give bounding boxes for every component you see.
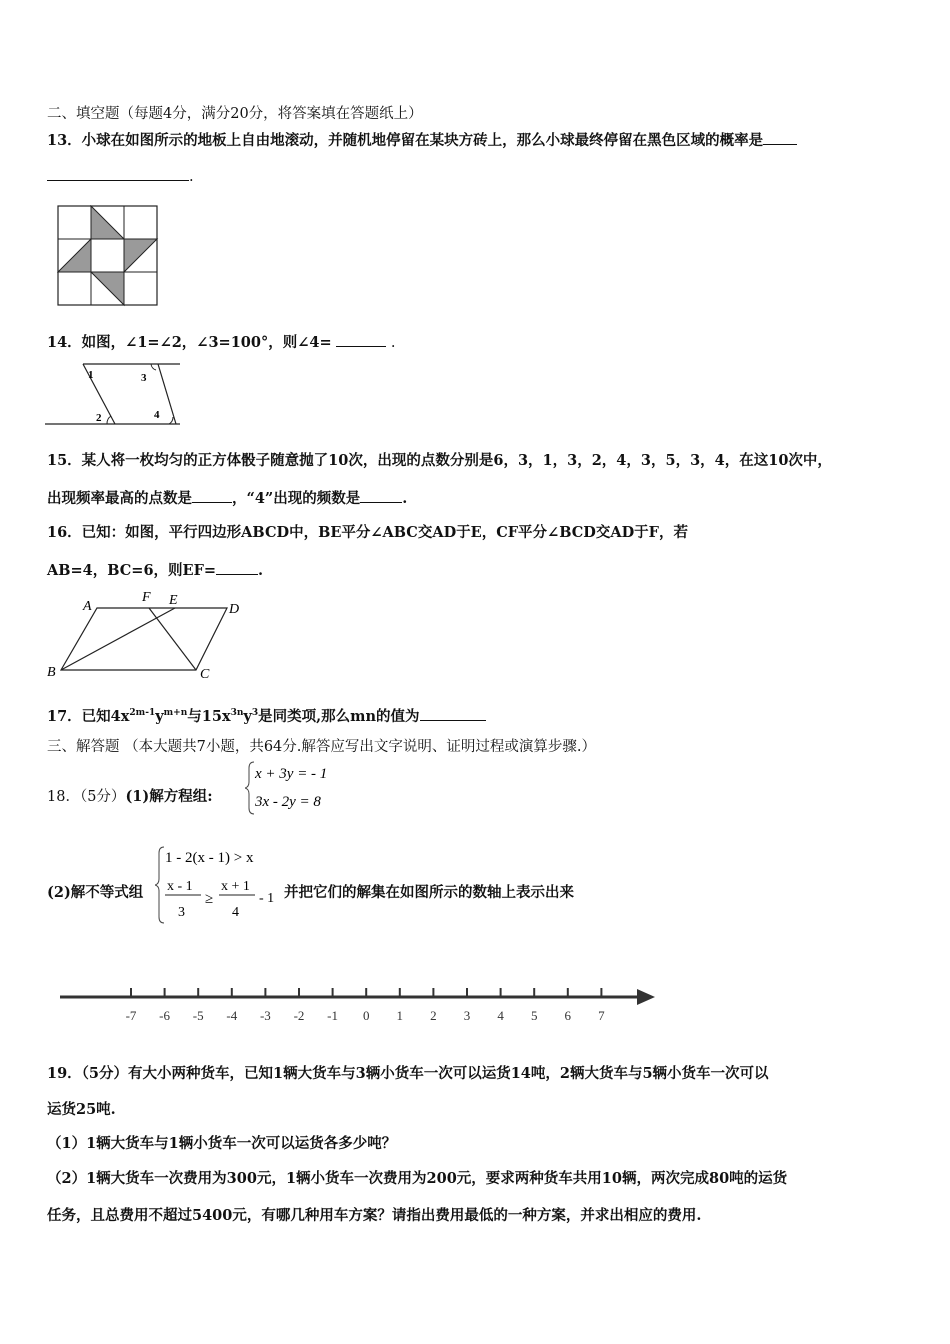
q16-label-D: D (229, 602, 240, 617)
q14-figure (45, 360, 180, 428)
floor-border (58, 206, 157, 305)
number-line-tick-label: -5 (192, 1008, 204, 1023)
q18-inequality-system (155, 845, 285, 925)
q16-label-C: C (200, 667, 210, 680)
q19-subquestion-2-cont: 任务，且总费用不超过5400元，有哪几种用车方案？请指出费用最低的一种方案，并求出相应的费用. (47, 1207, 702, 1224)
number-line-tick-label: 7 (598, 1008, 605, 1023)
number-line-tick-label: -2 (293, 1008, 305, 1023)
q16-end: . (258, 562, 264, 579)
q18-system-brace (245, 762, 254, 814)
q19-line2: 运货25吨. (47, 1101, 116, 1118)
q19-subquestion-1: （1）1辆大货车与1辆小货车一次可以运货各多少吨？ (47, 1135, 397, 1152)
number-line-arrow (637, 989, 655, 1005)
q15-line2-a: 出现频率最高的点数是 (47, 490, 192, 507)
q14-angle2-arc (107, 416, 111, 424)
q18-part1-label: (1)解方程组: (125, 788, 213, 805)
q15-end: . (402, 490, 408, 507)
q13-blank-part1 (763, 130, 797, 145)
q18-fraction1-denominator: 3 (178, 905, 185, 920)
q14-text (47, 332, 395, 353)
number-line-tick-label: -1 (327, 1008, 339, 1023)
q17-sup-1: 2m-1 (129, 708, 156, 718)
number-line-tick-label: 4 (497, 1008, 504, 1023)
q15-line1: 15．某人将一枚均匀的正方体骰子随意抛了10次，出现的点数分别是6，3，1，3，2，4，3，5，3，4，在这10次中， (47, 452, 832, 469)
q18-equation-1: x + 3y = - 1 (255, 766, 328, 782)
q15-blank-1 (192, 488, 232, 503)
q15-line2-b: ，“4”出现的频数是 (232, 490, 361, 507)
q18-inequality-brace (155, 847, 164, 923)
q16-parallelogram (61, 608, 227, 670)
q18-part2-tail: 并把它们的解集在如图所示的数轴上表示出来 (284, 884, 574, 901)
q18-part2-label: (2)解不等式组 (47, 884, 144, 901)
q14-end: . (390, 335, 396, 351)
q18-equation-2: 3x - 2y = 8 (255, 794, 321, 810)
q13-floor-figure (57, 205, 159, 307)
q17-text (47, 703, 486, 727)
q17-part-d: y (243, 707, 252, 725)
q17-sup-4: 3 (251, 708, 259, 718)
q14-angle3-arc (151, 364, 156, 370)
q17-sup-2: m+n (163, 708, 188, 718)
q13-text (47, 130, 797, 151)
q16-line2 (47, 560, 263, 581)
section2-heading: 二、填空题（每题4分，满分20分，将答案填在答题纸上） (47, 106, 423, 122)
q15-blank-2 (360, 488, 402, 503)
q19-line1: 19．（5分）有大小两种货车，已知1辆大货车与3辆小货车一次可以运货14吨，2辆大货车与5辆小货车一次可以 (47, 1065, 769, 1082)
section3-heading: 三、解答题 （本大题共7小题，共64分.解答应写出文字说明、证明过程或演算步骤.） (47, 739, 597, 755)
number-line-tick-label: 3 (463, 1008, 471, 1023)
q14-label-3: 3 (141, 372, 147, 384)
number-line-tick-label: 5 (530, 1008, 538, 1023)
q18-inequality-1: 1 - 2(x - 1) > x (165, 850, 254, 866)
q14-label-2: 2 (96, 412, 102, 424)
q18-prefix: 18．（5分） (47, 789, 126, 805)
q14-question: 14．如图，∠1=∠2，∠3=100°，则∠4= (47, 334, 332, 351)
q18-geq-sign: ≥ (205, 891, 214, 907)
q17-part-b: y (155, 707, 164, 725)
q13-question: 13．小球在如图所示的地板上自由地滚动，并随机地停留在某块方砖上，那么小球最终停留在黑色区域的概率是 (47, 132, 764, 149)
number-line-tick-label: 2 (430, 1008, 437, 1023)
q18-minus-one: - 1 (259, 891, 275, 906)
q14-label-4: 4 (154, 409, 160, 421)
number-line-tick-label: 6 (564, 1008, 572, 1023)
q16-label-A: A (83, 599, 92, 614)
q13-end: . (189, 169, 194, 185)
q18-fraction2-denominator: 4 (232, 905, 239, 920)
q17-blank (420, 706, 486, 721)
q16-segment-CF (149, 608, 196, 670)
q13-text-cont (47, 166, 194, 187)
q18-equation-system (245, 760, 355, 816)
q17-part-e: 是同类项,那么mn的值为 (258, 707, 420, 725)
q14-angle4-arc (169, 417, 173, 424)
q16-line2-text: AB=4，BC=6，则EF= (47, 562, 217, 579)
number-line-tick-label: -3 (259, 1008, 271, 1023)
q16-blank (216, 560, 258, 575)
number-line (55, 980, 665, 1030)
q16-segment-BE (61, 608, 175, 670)
q16-line1: 16．已知：如图，平行四边形ABCD中，BE平分∠ABC交AD于E，CF平分∠BCD交AD于F，若 (47, 524, 688, 541)
q18-part1 (47, 787, 213, 807)
q16-label-E: E (169, 593, 178, 608)
number-line-tick-label: -6 (159, 1008, 171, 1023)
number-line-tick-label: -4 (226, 1008, 238, 1023)
q17-part-c: 与15x (187, 707, 231, 725)
number-line-tick-label: -7 (125, 1008, 137, 1023)
q17-sup-3: 3n (230, 708, 244, 718)
q17-part-a: 17．已知4x (47, 707, 130, 725)
q18-fraction2-numerator: x + 1 (221, 879, 250, 894)
number-line-tick-label: 0 (362, 1008, 370, 1023)
q14-right-side (158, 364, 176, 424)
q19-subquestion-2: （2）1辆大货车一次费用为300元，1辆小货车一次费用为200元，要求两种货车共用10辆，两次完成80吨的运货 (47, 1170, 788, 1187)
q16-parallelogram-figure (45, 588, 245, 680)
q18-fraction1-numerator: x - 1 (167, 879, 193, 894)
number-line-tick-label: 1 (396, 1008, 404, 1023)
q14-label-1: 1 (88, 369, 94, 381)
q16-label-B: B (47, 665, 56, 680)
q15-line2 (47, 488, 407, 509)
q16-label-F: F (142, 590, 151, 605)
q14-blank (336, 332, 386, 347)
q13-blank-part2 (47, 166, 189, 181)
